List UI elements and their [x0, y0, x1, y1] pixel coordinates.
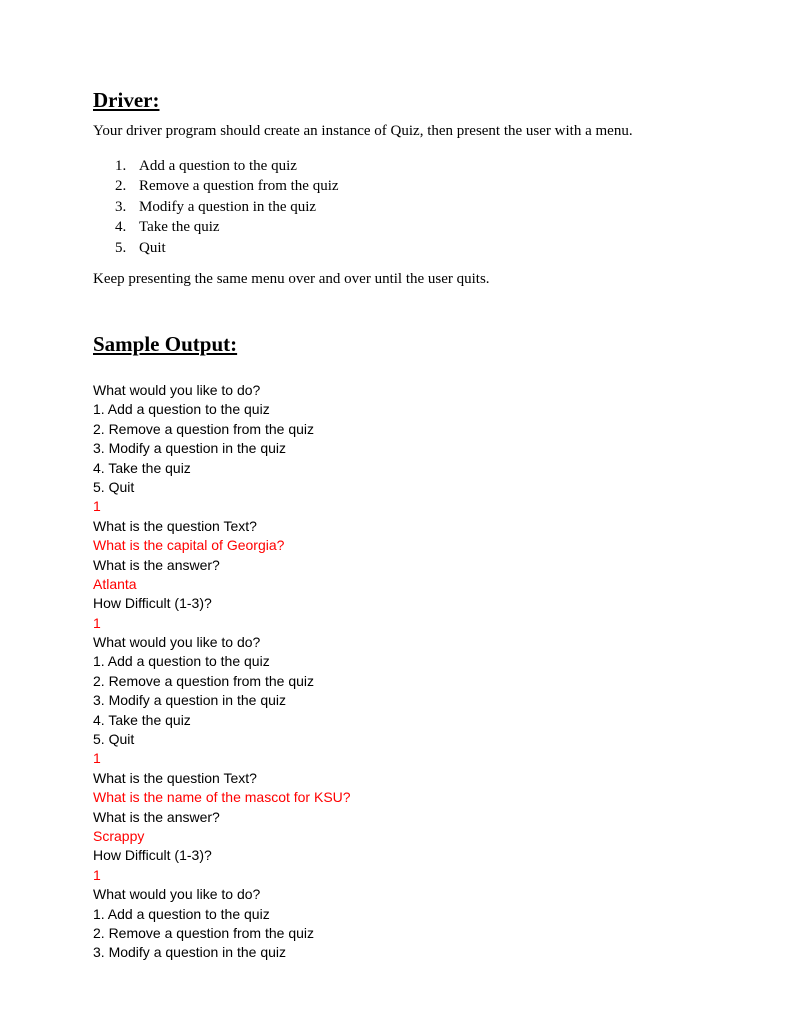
prompt-line: 4. Take the quiz	[93, 459, 191, 476]
prompt-line: 3. Modify a question in the quiz	[93, 440, 287, 457]
prompt-line: 3. Modify a question in the quiz	[93, 944, 287, 961]
user-input-line: Scrappy	[93, 827, 145, 844]
user-input-line: 1	[93, 750, 101, 767]
prompt-line: 2. Remove a question from the quiz	[93, 672, 315, 689]
driver-heading: Driver:	[93, 88, 160, 112]
prompt-line: What would you like to do?	[93, 634, 261, 651]
menu-item-label: Take the quiz	[139, 219, 220, 236]
menu-list-item	[115, 197, 339, 217]
prompt-line: What is the answer?	[93, 556, 220, 573]
prompt-line: 1. Add a question to the quiz	[93, 905, 270, 922]
sample-output-heading: Sample Output:	[93, 332, 238, 356]
prompt-line: 5. Quit	[93, 731, 135, 748]
prompt-line: 2. Remove a question from the quiz	[93, 924, 315, 941]
prompt-line: 5. Quit	[93, 478, 135, 495]
prompt-line: What is the answer?	[93, 808, 220, 825]
user-input-line: 1	[93, 866, 101, 883]
prompt-line: How Difficult (1-3)?	[93, 595, 212, 612]
user-input-line: What is the name of the mascot for KSU?	[93, 789, 351, 806]
prompt-line: 1. Add a question to the quiz	[93, 653, 270, 670]
user-input-line: Atlanta	[93, 575, 137, 592]
prompt-line: What would you like to do?	[93, 886, 261, 903]
menu-item-number: 4.	[115, 219, 127, 236]
prompt-line: 3. Modify a question in the quiz	[93, 692, 287, 709]
driver-menu-list	[115, 156, 339, 258]
prompt-line: What would you like to do?	[93, 382, 261, 398]
menu-list-item	[115, 238, 339, 258]
user-input-line: 1	[93, 614, 101, 631]
prompt-line: What is the question Text?	[93, 517, 257, 534]
menu-list-item	[115, 156, 339, 176]
menu-item-number: 1.	[115, 158, 127, 174]
prompt-line: 2. Remove a question from the quiz	[93, 420, 315, 437]
sample-output-console	[93, 381, 351, 963]
prompt-line: What is the question Text?	[93, 769, 257, 786]
driver-outro-text: Keep presenting the same menu over and over until the user quits.	[93, 271, 490, 287]
menu-item-number: 3.	[115, 198, 127, 215]
menu-item-label: Add a question to the quiz	[139, 158, 297, 174]
prompt-line: How Difficult (1-3)?	[93, 847, 212, 864]
prompt-line: 4. Take the quiz	[93, 711, 191, 728]
menu-list-item	[115, 217, 339, 237]
menu-item-label: Quit	[139, 239, 166, 256]
menu-item-label: Remove a question from the quiz	[139, 178, 339, 195]
prompt-line: 1. Add a question to the quiz	[93, 401, 270, 418]
menu-item-label: Modify a question in the quiz	[139, 198, 317, 215]
menu-item-number: 5.	[115, 239, 127, 256]
user-input-line: What is the capital of Georgia?	[93, 537, 285, 554]
driver-intro-text: Your driver program should create an instance of Quiz, then present the user with a menu.	[93, 123, 633, 139]
menu-list-item	[115, 176, 339, 196]
user-input-line: 1	[93, 498, 101, 515]
menu-item-number: 2.	[115, 178, 127, 195]
